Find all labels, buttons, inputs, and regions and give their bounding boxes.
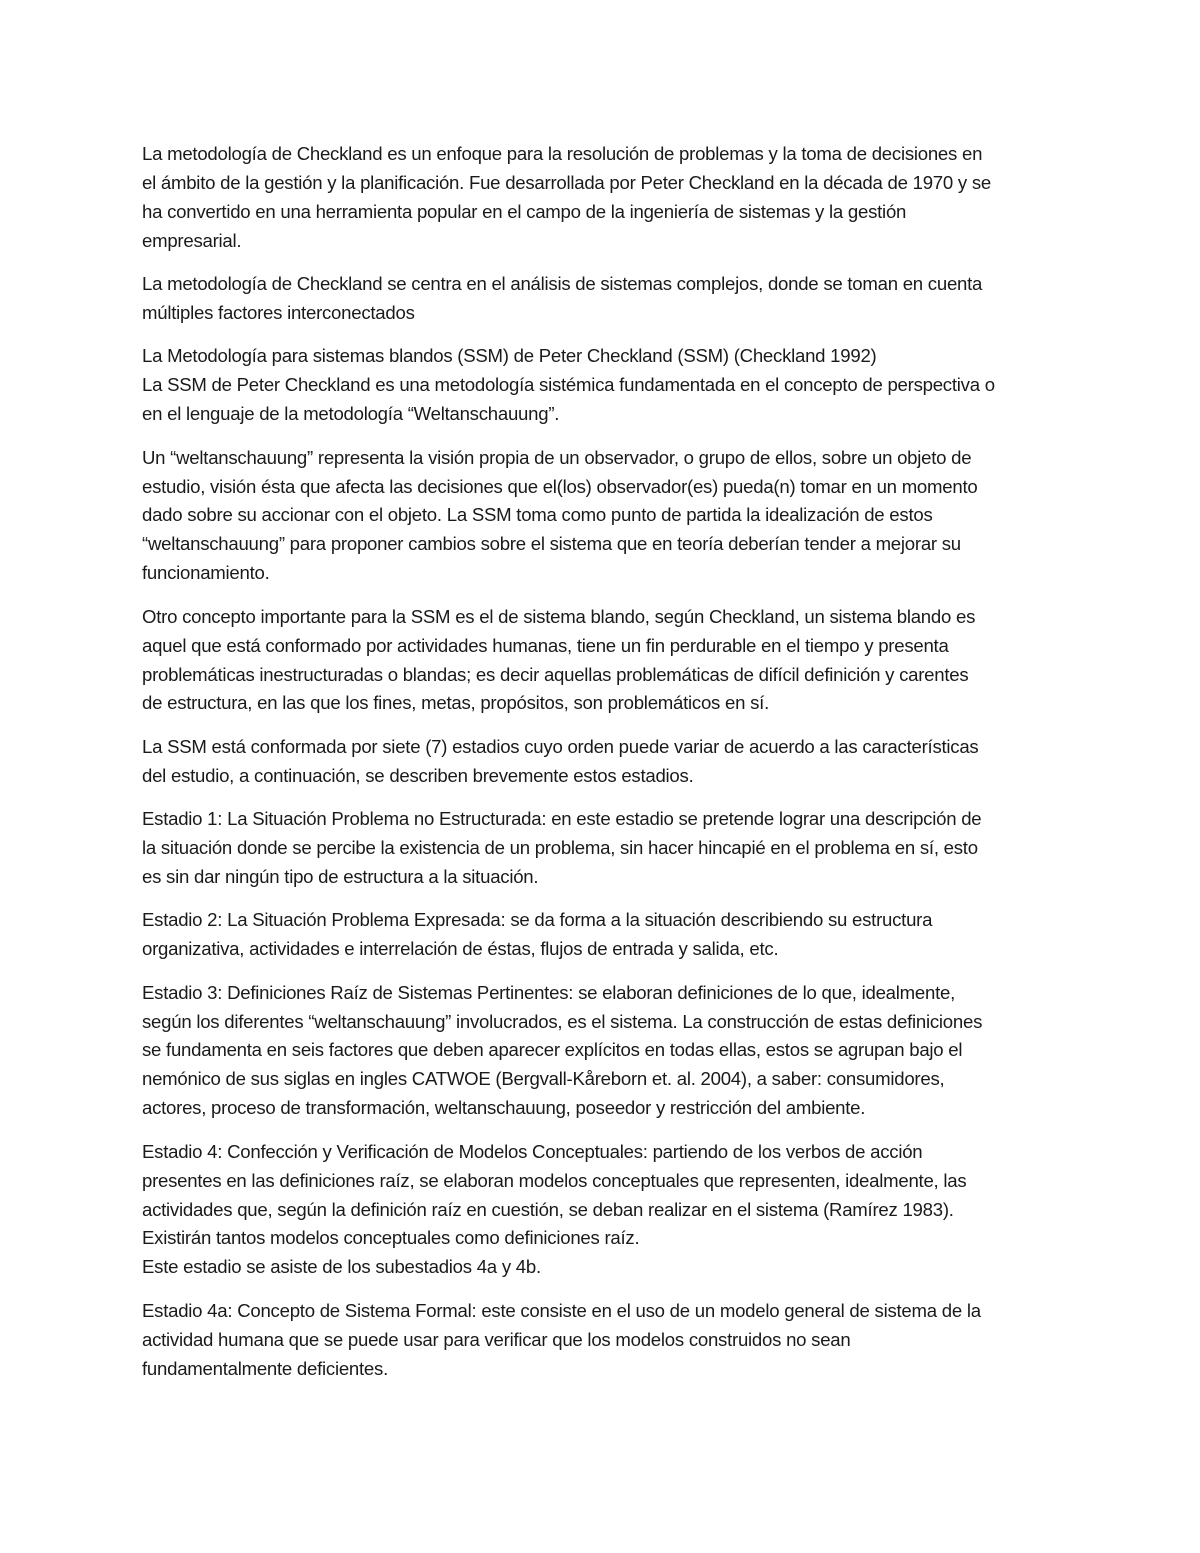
text-line: La Metodología para sistemas blandos (SSM) de Peter Checkland (SSM) (Checkland 1992) <box>142 345 877 367</box>
text-line: Este estadio se asiste de los subestadios 4a y 4b. <box>142 1256 541 1278</box>
text-line: múltiples factores interconectados <box>142 302 415 324</box>
paragraph-stage-2 <box>142 906 1062 964</box>
text-line: fundamentalmente deficientes. <box>142 1357 388 1379</box>
text-line: La metodología de Checkland es un enfoque para la resolución de problemas y la toma de decisiones en <box>142 143 983 164</box>
text-line: “weltanschauung” para proponer cambios sobre el sistema que en teoría deberían tender a mejorar su <box>142 533 961 555</box>
text-line: se fundamenta en seis factores que deben aparecer explícitos en todas ellas, estos se agrupan bajo el <box>142 1039 963 1061</box>
text-line: La SSM está conformada por siete (7) estadios cuyo orden puede variar de acuerdo a las características <box>142 735 979 757</box>
text-line: estudio, visión ésta que afecta las decisiones que el(los) observador(es) pueda(n) tomar en un momento <box>142 475 978 497</box>
text-line: Otro concepto importante para la SSM es el de sistema blando, según Checkland, un sistema blando es <box>142 605 976 627</box>
paragraph-stage-4a <box>142 1297 1062 1384</box>
paragraph-stage-3 <box>142 979 1062 1124</box>
text-line: funcionamiento. <box>142 562 270 584</box>
paragraph-weltanschauung <box>142 444 1062 589</box>
paragraph-ssm <box>142 342 1062 429</box>
paragraph-intro <box>142 140 1062 256</box>
text-line: Existirán tantos modelos conceptuales como definiciones raíz. <box>142 1227 640 1249</box>
paragraph-stage-4 <box>142 1138 1062 1283</box>
text-line: ha convertido en una herramienta popular en el campo de la ingeniería de sistemas y la gestión <box>142 200 907 222</box>
text-line: empresarial. <box>142 229 242 251</box>
text-line: del estudio, a continuación, se describen brevemente estos estadios. <box>142 764 694 786</box>
text-line: Estadio 3: Definiciones Raíz de Sistemas Pertinentes: se elaboran definiciones de lo que, idealmente, <box>142 981 955 1003</box>
paragraph-seven-stages <box>142 733 1062 791</box>
text-line: Un “weltanschauung” representa la visión propia de un observador, o grupo de ellos, sobre un objeto de <box>142 446 972 468</box>
text-line: Estadio 1: La Situación Problema no Estructurada: en este estadio se pretende lograr una descripción de <box>142 808 982 830</box>
text-line: actores, proceso de transformación, weltanschauung, poseedor y restricción del ambiente. <box>142 1097 866 1119</box>
text-line: nemónico de sus siglas en ingles CATWOE (Bergvall-Kåreborn et. al. 2004), a saber: consumidores, <box>142 1068 945 1090</box>
text-line: aquel que está conformado por actividades humanas, tiene un fin perdurable en el tiempo y presenta <box>142 634 949 656</box>
paragraph-soft-system <box>142 603 1062 719</box>
text-line: en el lenguaje de la metodología “Weltanschauung”. <box>142 403 560 425</box>
text-line: presentes en las definiciones raíz, se elaboran modelos conceptuales que representen, idealmente, las <box>142 1169 967 1191</box>
text-line: actividades que, según la definición raíz en cuestión, se deban realizar en el sistema (Ramírez 1983). <box>142 1198 954 1220</box>
text-line: dado sobre su accionar con el objeto. La SSM toma como punto de partida la idealización de estos <box>142 504 933 526</box>
text-line: problemáticas inestructuradas o blandas; es decir aquellas problemáticas de difícil definición y carentes <box>142 663 969 685</box>
text-line: actividad humana que se puede usar para verificar que los modelos construidos no sean <box>142 1328 851 1350</box>
text-line: La metodología de Checkland se centra en el análisis de sistemas complejos, donde se toman en cuenta <box>142 273 983 295</box>
text-line: Estadio 2: La Situación Problema Expresada: se da forma a la situación describiendo su estructura <box>142 909 933 931</box>
text-line: el ámbito de la gestión y la planificación. Fue desarrollada por Peter Checkland en la década de 1970 y se <box>142 171 991 193</box>
text-line: es sin dar ningún tipo de estructura a la situación. <box>142 865 539 887</box>
paragraph-stage-1 <box>142 805 1062 892</box>
text-line: Estadio 4a: Concepto de Sistema Formal: este consiste en el uso de un modelo general de sistema de la <box>142 1299 981 1321</box>
text-line: Estadio 4: Confección y Verificación de Modelos Conceptuales: partiendo de los verbos de acción <box>142 1140 923 1162</box>
text-line: la situación donde se percibe la existencia de un problema, sin hacer hincapié en el problema en sí, esto <box>142 837 978 859</box>
text-line: de estructura, en las que los fines, metas, propósitos, son problemáticos en sí. <box>142 692 769 714</box>
text-line: La SSM de Peter Checkland es una metodología sistémica fundamentada en el concepto de perspectiva o <box>142 374 995 396</box>
paragraph-complex-systems <box>142 270 1062 328</box>
text-line: organizativa, actividades e interrelación de éstas, flujos de entrada y salida, etc. <box>142 938 779 960</box>
document-body <box>142 140 1062 1398</box>
text-line: según los diferentes “weltanschauung” involucrados, es el sistema. La construcción de estas definiciones <box>142 1010 983 1032</box>
